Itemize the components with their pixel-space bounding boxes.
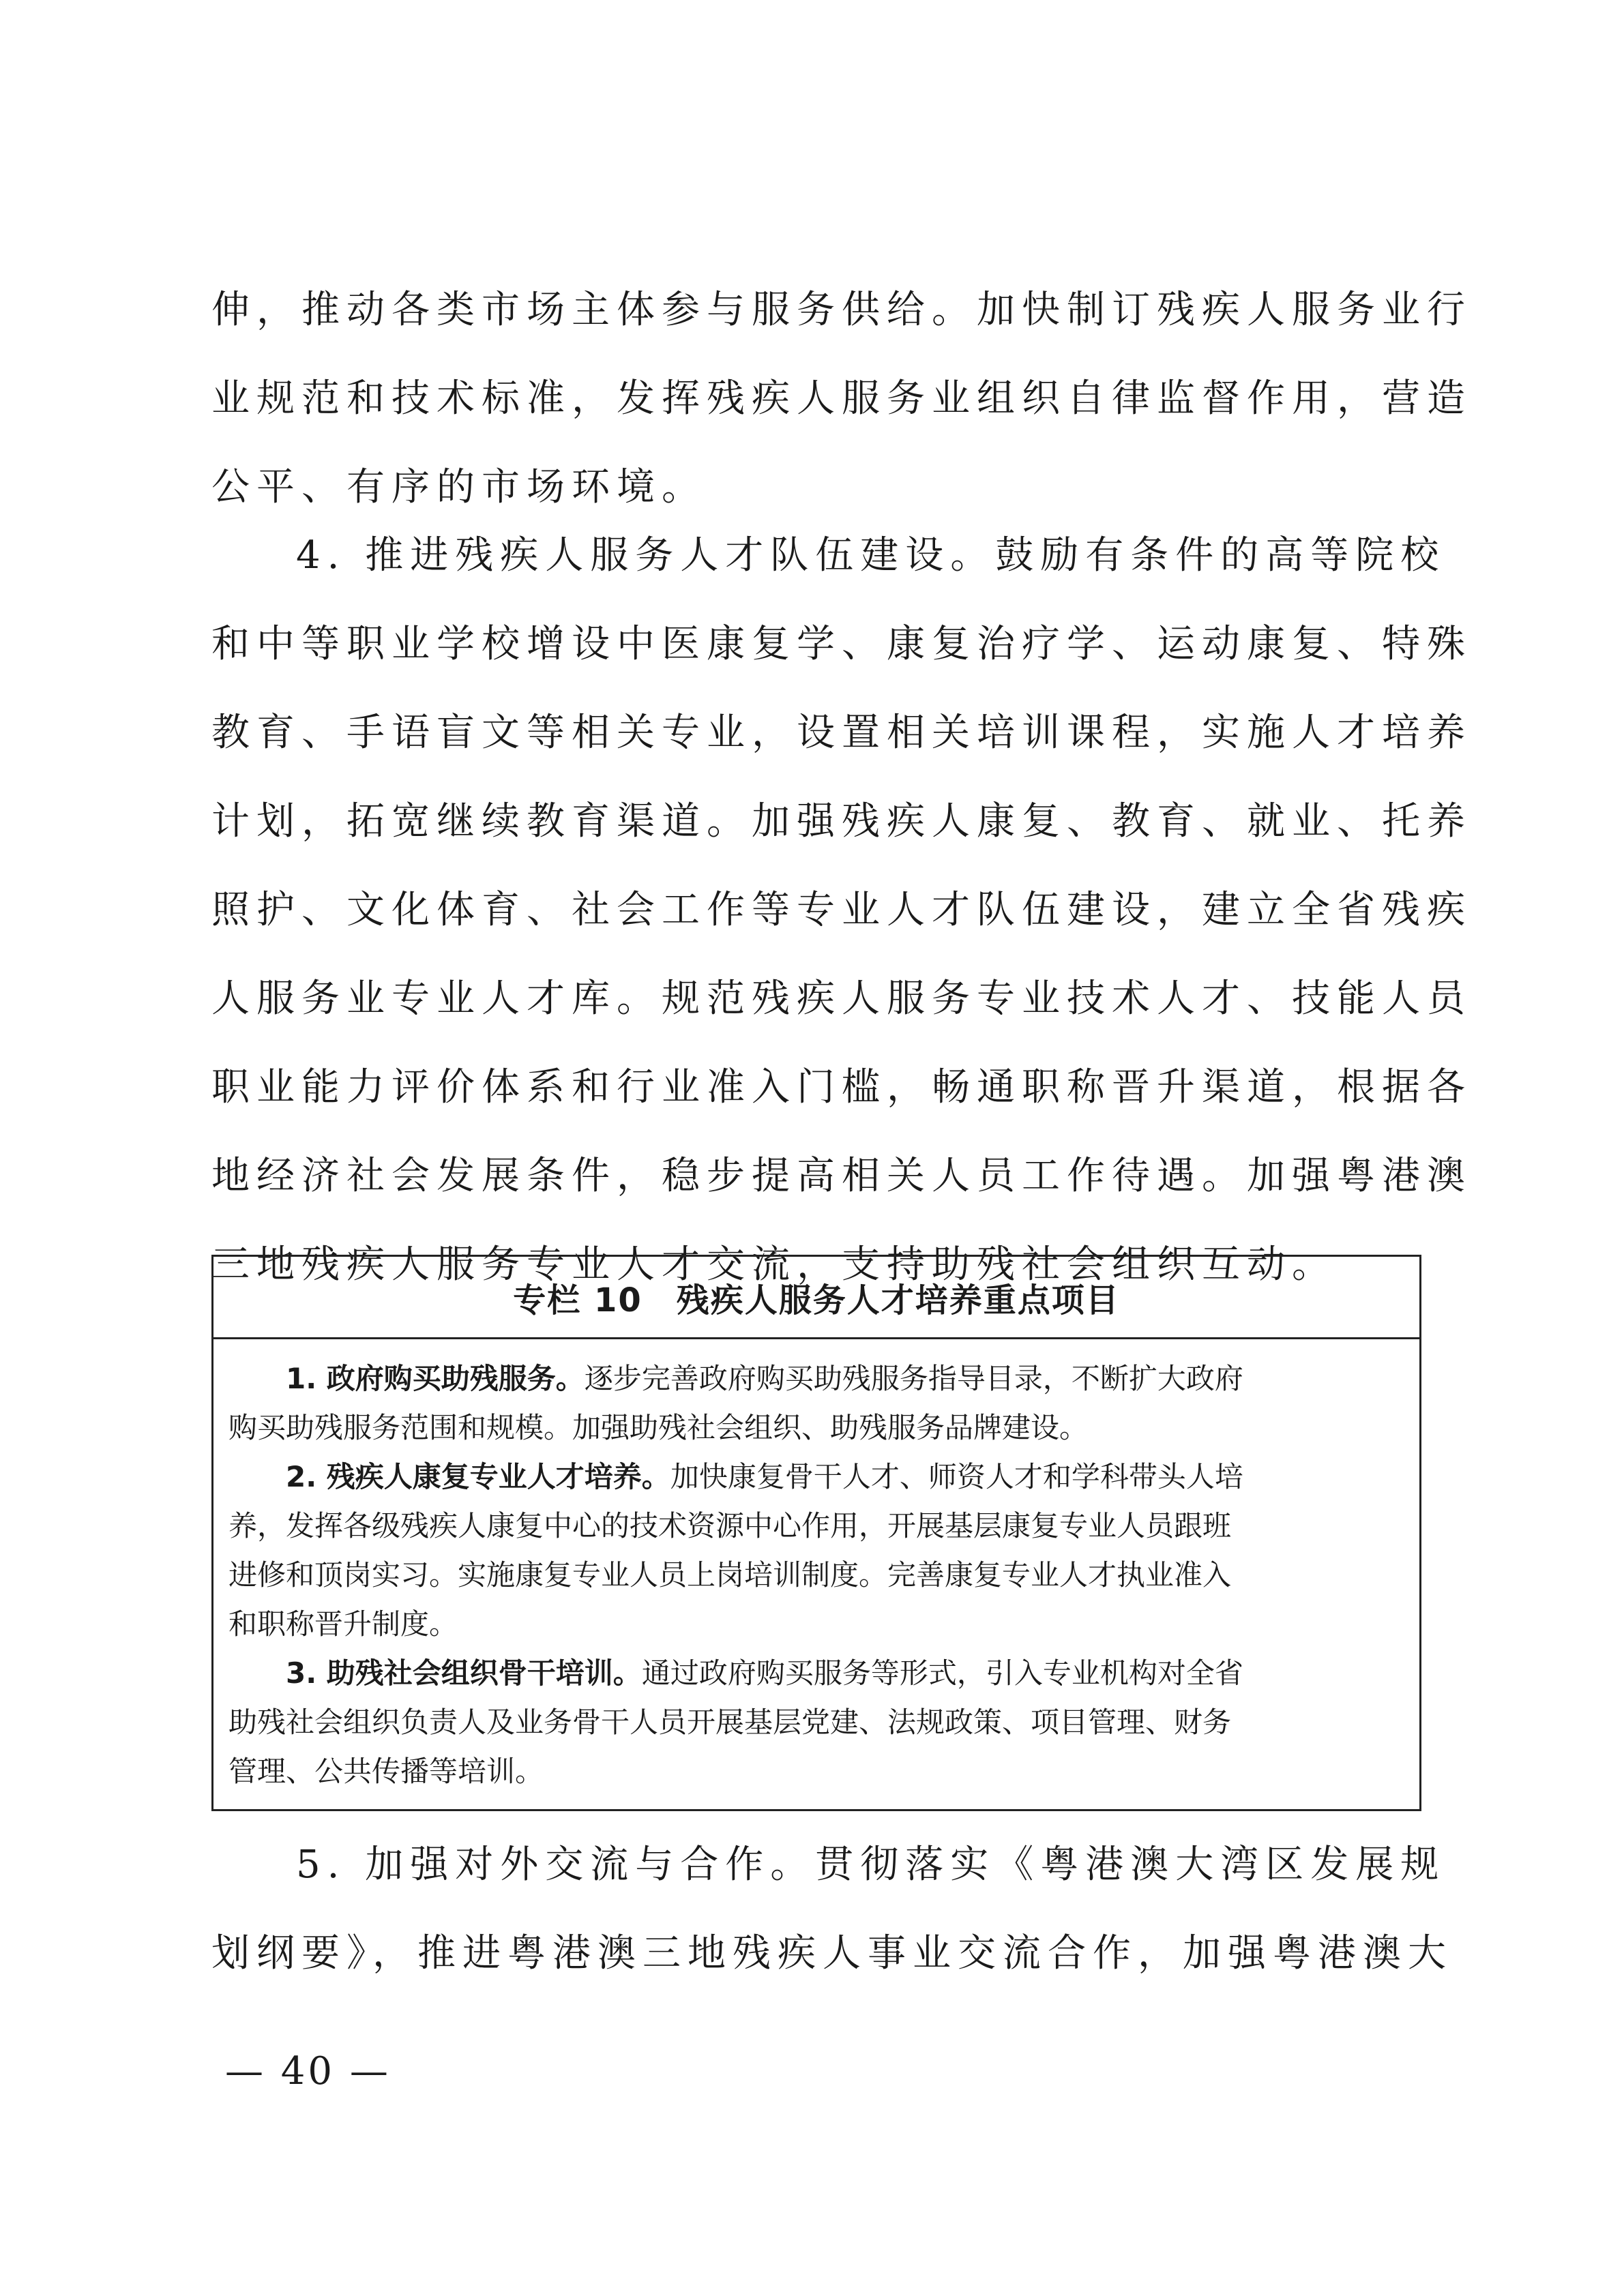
text-line: 照护、文化体育、社会工作等专业人才队伍建设，建立全省残疾: [211, 888, 1472, 932]
text-line: 职业能力评价体系和行业准入门槛，畅通职称晋升渠道，根据各: [211, 1065, 1472, 1109]
text-line: 划纲要》，推进粤港澳三地残疾人事业交流合作，加强粤港澳大: [211, 1931, 1453, 1976]
column-box-header: [213, 1257, 1419, 1339]
text-line: 教育、手语盲文等相关专业，设置相关培训课程，实施人才培养: [211, 711, 1472, 755]
column-item-title: 3. 助残社会组织骨干培训。: [286, 1656, 642, 1690]
page-number: — 40 —: [225, 2049, 391, 2093]
text-line: 业规范和技术标准，发挥残疾人服务业组织自律监督作用，营造: [211, 376, 1472, 421]
column-item-3: [228, 1649, 1404, 1698]
column-item-1: [228, 1354, 1404, 1403]
text-line: 伸，推动各类市场主体参与服务供给。加快制订残疾人服务业行: [211, 288, 1472, 332]
text-line: 人服务业专业人才库。规范残疾人服务专业技术人才、技能人员: [211, 976, 1472, 1021]
column-item-line: 和职称晋升制度。: [228, 1607, 458, 1641]
column-item-line: 助残社会组织负责人及业务骨干人员开展基层党建、法规政策、项目管理、财务: [228, 1705, 1232, 1739]
paragraph-4: [211, 511, 1472, 1309]
text-line: 和中等职业学校增设中医康复学、康复治疗学、运动康复、特殊: [211, 622, 1472, 666]
column-title: 残疾人服务人才培养重点项目: [676, 1281, 1120, 1320]
text-line: 计划，拓宽继续教育渠道。加强残疾人康复、教育、就业、托养: [211, 799, 1472, 844]
paragraph-continued: [211, 266, 1472, 532]
column-item-title: 1. 政府购买助残服务。: [286, 1362, 585, 1395]
column-item-line: 购买助残服务范围和规模。加强助残社会组织、助残服务品牌建设。: [228, 1411, 1089, 1444]
text-line: 地经济社会发展条件，稳步提高相关人员工作待遇。加强粤港澳: [211, 1154, 1472, 1198]
text-line: 4. 推进残疾人服务人才队伍建设。鼓励有条件的高等院校: [296, 533, 1446, 578]
text-line: 公平、有序的市场环境。: [211, 465, 707, 509]
column-item-text: 通过政府购买服务等形式，引入专业机构对全省: [641, 1656, 1243, 1690]
text-line: 三地残疾人服务专业人才交流，支持助残社会组织互动。: [211, 1242, 1337, 1287]
column-item-2: [228, 1452, 1404, 1502]
column-item-text: 逐步完善政府购买助残服务指导目录，不断扩大政府: [584, 1362, 1243, 1395]
column-item-title: 2. 残疾人康复专业人才培养。: [286, 1460, 670, 1493]
column-label: 专栏 10: [513, 1281, 643, 1320]
column-item-text: 加快康复骨干人才、师资人才和学科带头人培: [670, 1460, 1243, 1493]
text-line: 5. 加强对外交流与合作。贯彻落实《粤港澳大湾区发展规: [296, 1843, 1446, 1887]
column-box-body: [213, 1339, 1419, 1796]
paragraph-5: [211, 1821, 1453, 1998]
column-item-line: 养，发挥各级残疾人康复中心的技术资源中心作用，开展基层康复专业人员跟班: [228, 1509, 1232, 1542]
column-box: [211, 1255, 1421, 1811]
column-item-line: 进修和顶岗实习。实施康复专业人员上岗培训制度。完善康复专业人才执业准入: [228, 1558, 1232, 1592]
column-item-line: 管理、公共传播等培训。: [228, 1755, 544, 1788]
